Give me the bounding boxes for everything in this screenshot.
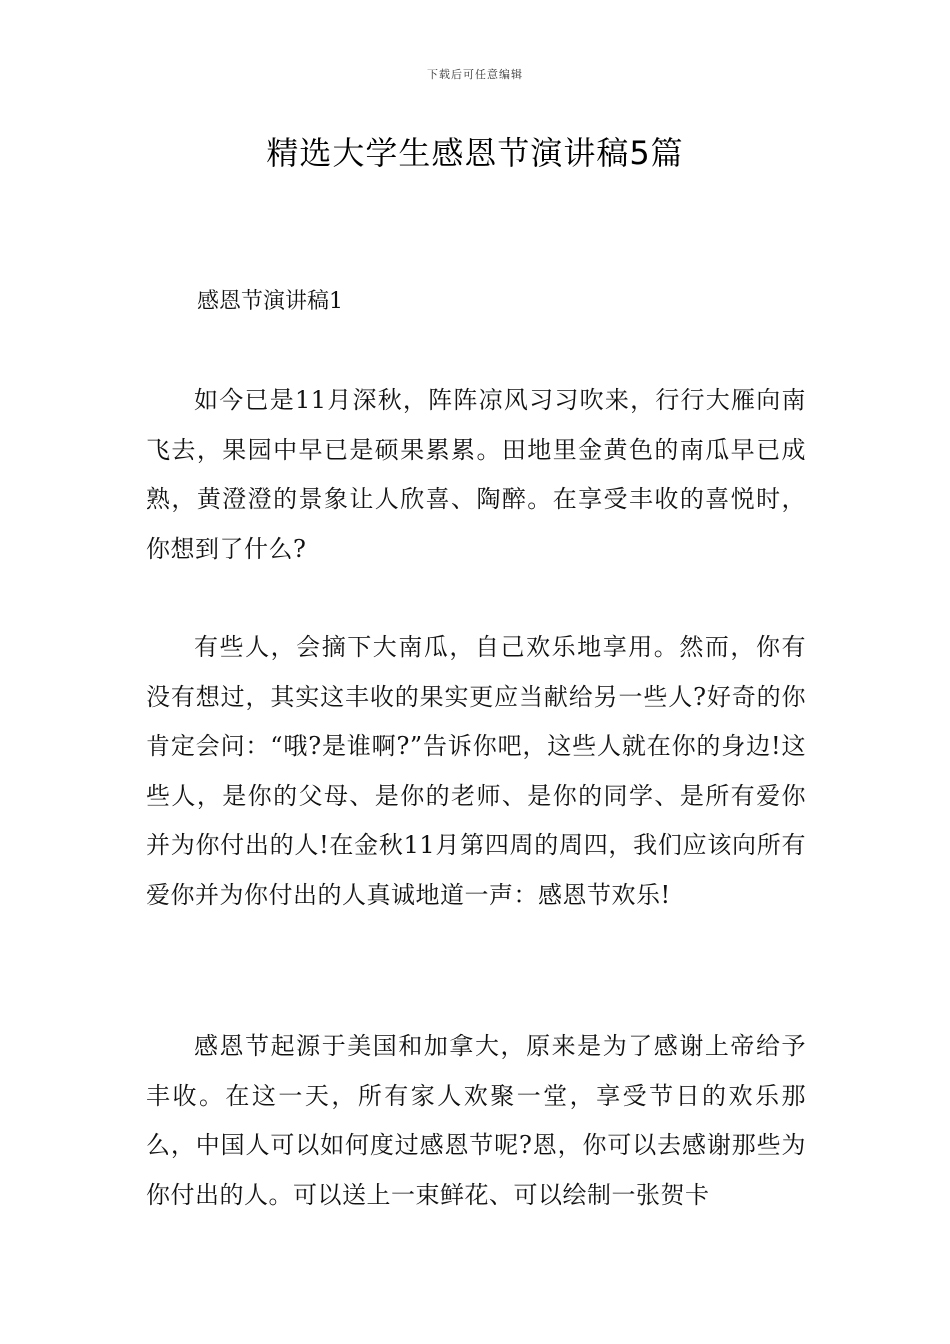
paragraph-2: 有些人，会摘下大南瓜，自己欢乐地享用。然而，你有没有想过，其实这丰收的果实更应当献给另一些人?好奇的你肯定会问：“哦?是谁啊?”告诉你吧，这些人就在你的身边!这些人，是你的父母、是你的老师、是你的同学、是所有爱你并为你付出的人!在金秋11月第四周的周四，我们应该向所有爱你并为你付出的人真诚地道一声：感恩节欢乐! [146, 633, 806, 909]
section-heading: 感恩节演讲稿1 [197, 289, 343, 314]
header-note: 下载后可任意编辑 [427, 68, 523, 81]
paragraph-1: 如今已是11月深秋，阵阵凉风习习吹来，行行大雁向南飞去，果园中早已是硕果累累。田地里金黄色的南瓜早已成熟，黄澄澄的景象让人欣喜、陶醉。在享受丰收的喜悦时，你想到了什么? [146, 386, 806, 563]
paragraph-3: 感恩节起源于美国和加拿大，原来是为了感谢上帝给予丰收。在这一天，所有家人欢聚一堂，享受节日的欢乐那么，中国人可以如何度过感恩节呢?恩，你可以去感谢那些为你付出的人。可以送上一束鲜花、可以绘制一张贺卡 [146, 1032, 806, 1209]
document-title: 精选大学生感恩节演讲稿5篇 [266, 134, 684, 172]
